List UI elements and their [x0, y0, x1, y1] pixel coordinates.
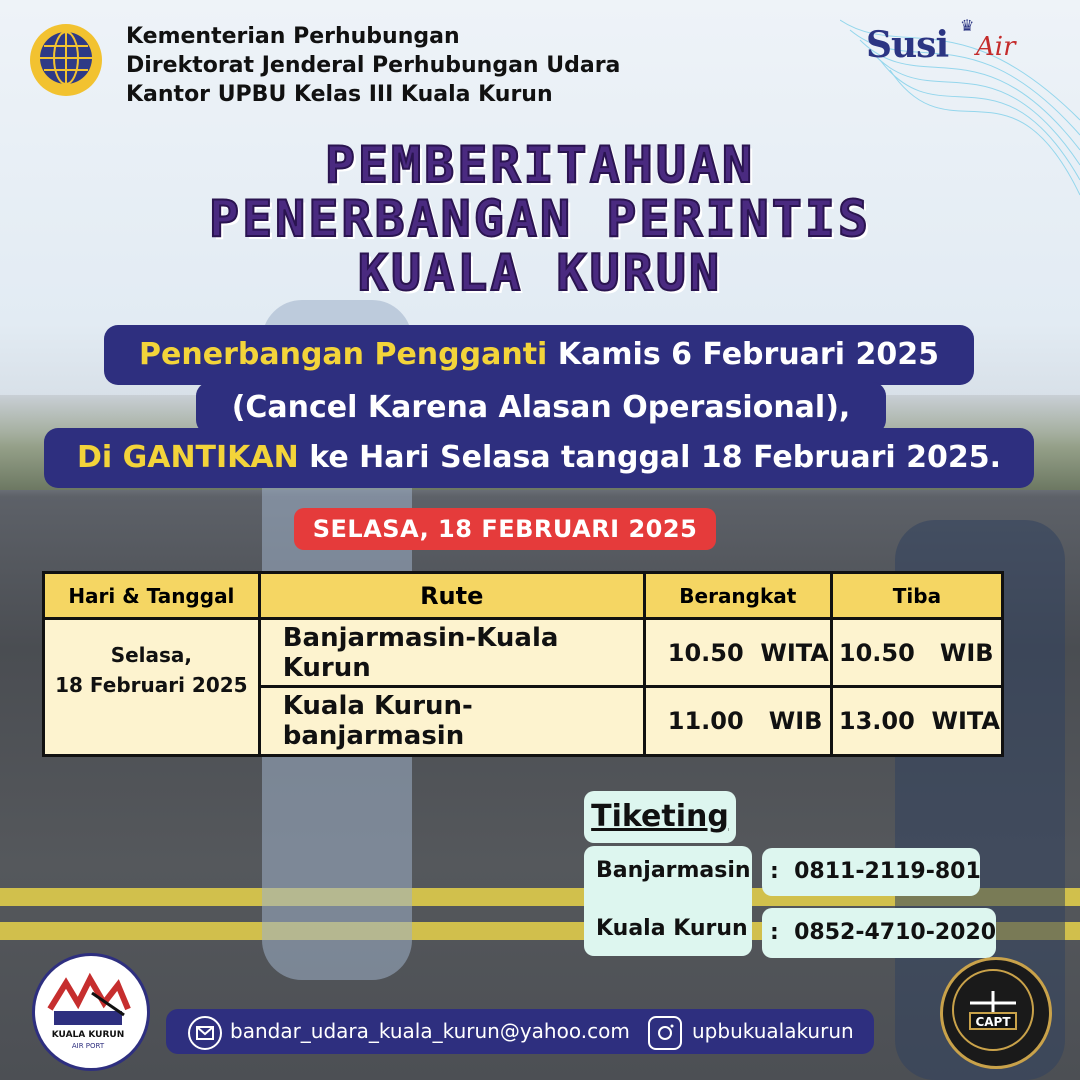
email-icon: [188, 1016, 222, 1050]
capt-text: CAPT: [975, 1015, 1011, 1029]
notice-line-2: [196, 382, 886, 434]
capt-seal-logo: [940, 957, 1052, 1069]
notice-text: Kamis 6 Februari 2025: [557, 337, 939, 372]
date-day: Selasa,: [110, 643, 193, 667]
notice-highlight: Di GANTIKAN: [76, 440, 299, 475]
instagram-link[interactable]: upbukualakurun: [692, 1019, 854, 1043]
ministry-line-2: Direktorat Jenderal Perhubungan Udara: [126, 53, 621, 78]
airport-sub: AIR PORT: [71, 1042, 105, 1050]
airport-name: KUALA KURUN: [51, 1030, 125, 1040]
ticketing-phone[interactable]: : 0811-2119-801: [762, 848, 980, 896]
susi-air-logo: [866, 18, 1046, 68]
header-depart: Berangkat: [644, 573, 831, 619]
notice-line-1: [104, 325, 974, 385]
arrive-cell: 13.00 WITA: [831, 687, 1002, 756]
route-cell: Banjarmasin-Kuala Kurun: [259, 619, 644, 687]
brand-main: Susi: [866, 24, 949, 66]
brand-script: Air: [976, 32, 1016, 62]
date-badge: SELASA, 18 FEBRUARI 2025: [294, 508, 716, 550]
kuala-kurun-airport-logo: [32, 953, 150, 1071]
arrive-cell: 10.50 WIB: [831, 619, 1002, 687]
ticketing-title: Tiketing: [584, 791, 736, 843]
notice-line-3: [44, 428, 1034, 488]
title-line-2: PENERBANGAN PERINTIS: [208, 190, 872, 248]
instagram-icon: [648, 1016, 682, 1050]
ticketing-phone[interactable]: : 0852-4710-2020: [762, 908, 996, 958]
ministry-text: [126, 22, 620, 109]
title-line-1: PEMBERITAHUAN: [324, 136, 756, 194]
email-link[interactable]: bandar_udara_kuala_kurun@yahoo.com: [230, 1019, 630, 1043]
schedule-table: [42, 571, 1004, 757]
notice-text: ke Hari Selasa tanggal 18 Februari 2025.: [309, 440, 1002, 475]
ticketing-city: Kuala Kurun: [596, 916, 748, 941]
crown-icon: ♛: [960, 16, 975, 35]
date-value: 18 Februari 2025: [55, 673, 248, 697]
notice-highlight: Penerbangan Pengganti: [139, 337, 548, 372]
depart-cell: 11.00 WIB: [644, 687, 831, 756]
ministry-globe-logo: [28, 22, 104, 98]
header-route: Rute: [259, 573, 644, 619]
route-cell: Kuala Kurun-banjarmasin: [259, 687, 644, 756]
ticketing-city: Banjarmasin: [596, 858, 751, 883]
ministry-line-3: Kantor UPBU Kelas III Kuala Kurun: [126, 82, 553, 107]
table-row: [44, 619, 1003, 687]
header-date: Hari & Tanggal: [44, 573, 260, 619]
notice-text: (Cancel Karena Alasan Operasional),: [231, 390, 851, 425]
header-arrive: Tiba: [831, 573, 1002, 619]
title-line-3: KUALA KURUN: [357, 244, 723, 302]
ticketing-cities: [584, 846, 752, 956]
depart-cell: 10.50 WITA: [644, 619, 831, 687]
contact-footer: [166, 1009, 874, 1054]
ministry-line-1: Kementerian Perhubungan: [126, 24, 460, 49]
date-cell: [44, 619, 260, 756]
table-header-row: [44, 573, 1003, 619]
